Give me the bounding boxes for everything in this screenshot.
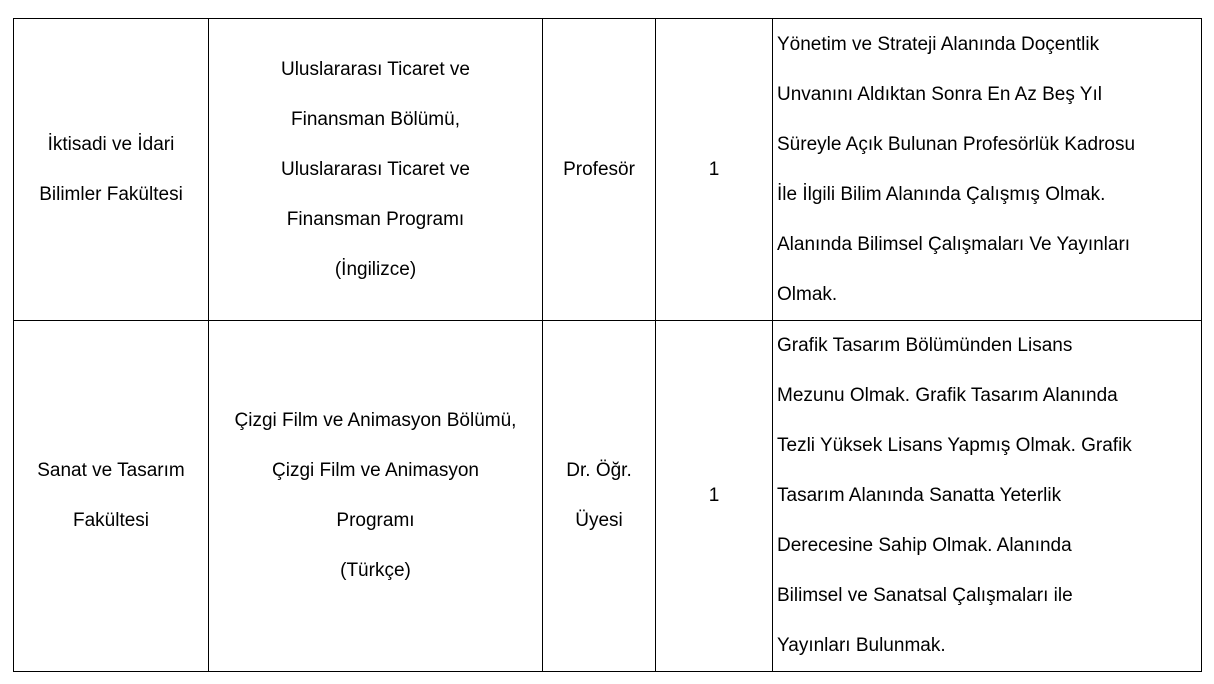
requirement-line: İle İlgili Bilim Alanında Çalışmış Olmak. (777, 183, 1106, 205)
requirement-line: Alanında Bilimsel Çalışmaları Ve Yayınları (777, 233, 1131, 255)
requirement-line: Tezli Yüksek Lisans Yapmış Olmak. Grafik (777, 435, 1132, 456)
title-cell (543, 19, 656, 321)
department-cell (209, 19, 543, 321)
requirement-line: Derecesine Sahip Olmak. Alanında (777, 535, 1072, 556)
requirements-cell (773, 321, 1202, 672)
department-line: Çizgi Film ve Animasyon (272, 460, 479, 481)
title-line: Dr. Öğr. (566, 460, 632, 481)
requirement-line: Yönetim ve Strateji Alanında Doçentlik (777, 33, 1100, 55)
count-cell (656, 19, 773, 321)
faculty-cell (14, 19, 209, 321)
department-line: Çizgi Film ve Animasyon Bölümü, (234, 410, 517, 431)
count-value: 1 (708, 158, 720, 180)
faculty-line: Fakültesi (72, 510, 150, 531)
requirements-cell (773, 19, 1202, 321)
faculty-cell (14, 321, 209, 672)
requirement-line: Grafik Tasarım Bölümünden Lisans (777, 335, 1073, 356)
requirement-line: Olmak. (777, 283, 838, 305)
requirement-line: Yayınları Bulunmak. (777, 635, 946, 656)
requirement-line: Süreyle Açık Bulunan Profesörlük Kadrosu (777, 133, 1136, 155)
department-line: (İngilizce) (334, 258, 417, 280)
count-value: 1 (708, 485, 720, 506)
department-cell (209, 321, 543, 672)
title-line: Profesör (563, 158, 635, 180)
department-line: Uluslararası Ticaret ve (280, 58, 470, 80)
faculty-line: İktisadi ve İdari (47, 133, 175, 155)
requirement-line: Tasarım Alanında Sanatta Yeterlik (777, 485, 1062, 506)
table-row (14, 321, 1202, 672)
department-line: Finansman Bölümü, (291, 108, 460, 130)
department-line: Programı (336, 510, 415, 531)
faculty-line: Bilimler Fakültesi (39, 183, 183, 205)
requirement-line: Mezunu Olmak. Grafik Tasarım Alanında (777, 385, 1118, 406)
title-cell (543, 321, 656, 672)
position-table (13, 18, 1202, 672)
department-line: Uluslararası Ticaret ve (280, 158, 470, 180)
table-row (14, 19, 1202, 321)
department-line: Finansman Programı (286, 208, 465, 230)
title-line: Üyesi (575, 510, 623, 531)
count-cell (656, 321, 773, 672)
requirement-line: Unvanını Aldıktan Sonra En Az Beş Yıl (777, 83, 1102, 105)
department-line: (Türkçe) (340, 560, 411, 581)
requirement-line: Bilimsel ve Sanatsal Çalışmaları ile (777, 585, 1073, 606)
faculty-line: Sanat ve Tasarım (37, 460, 185, 481)
